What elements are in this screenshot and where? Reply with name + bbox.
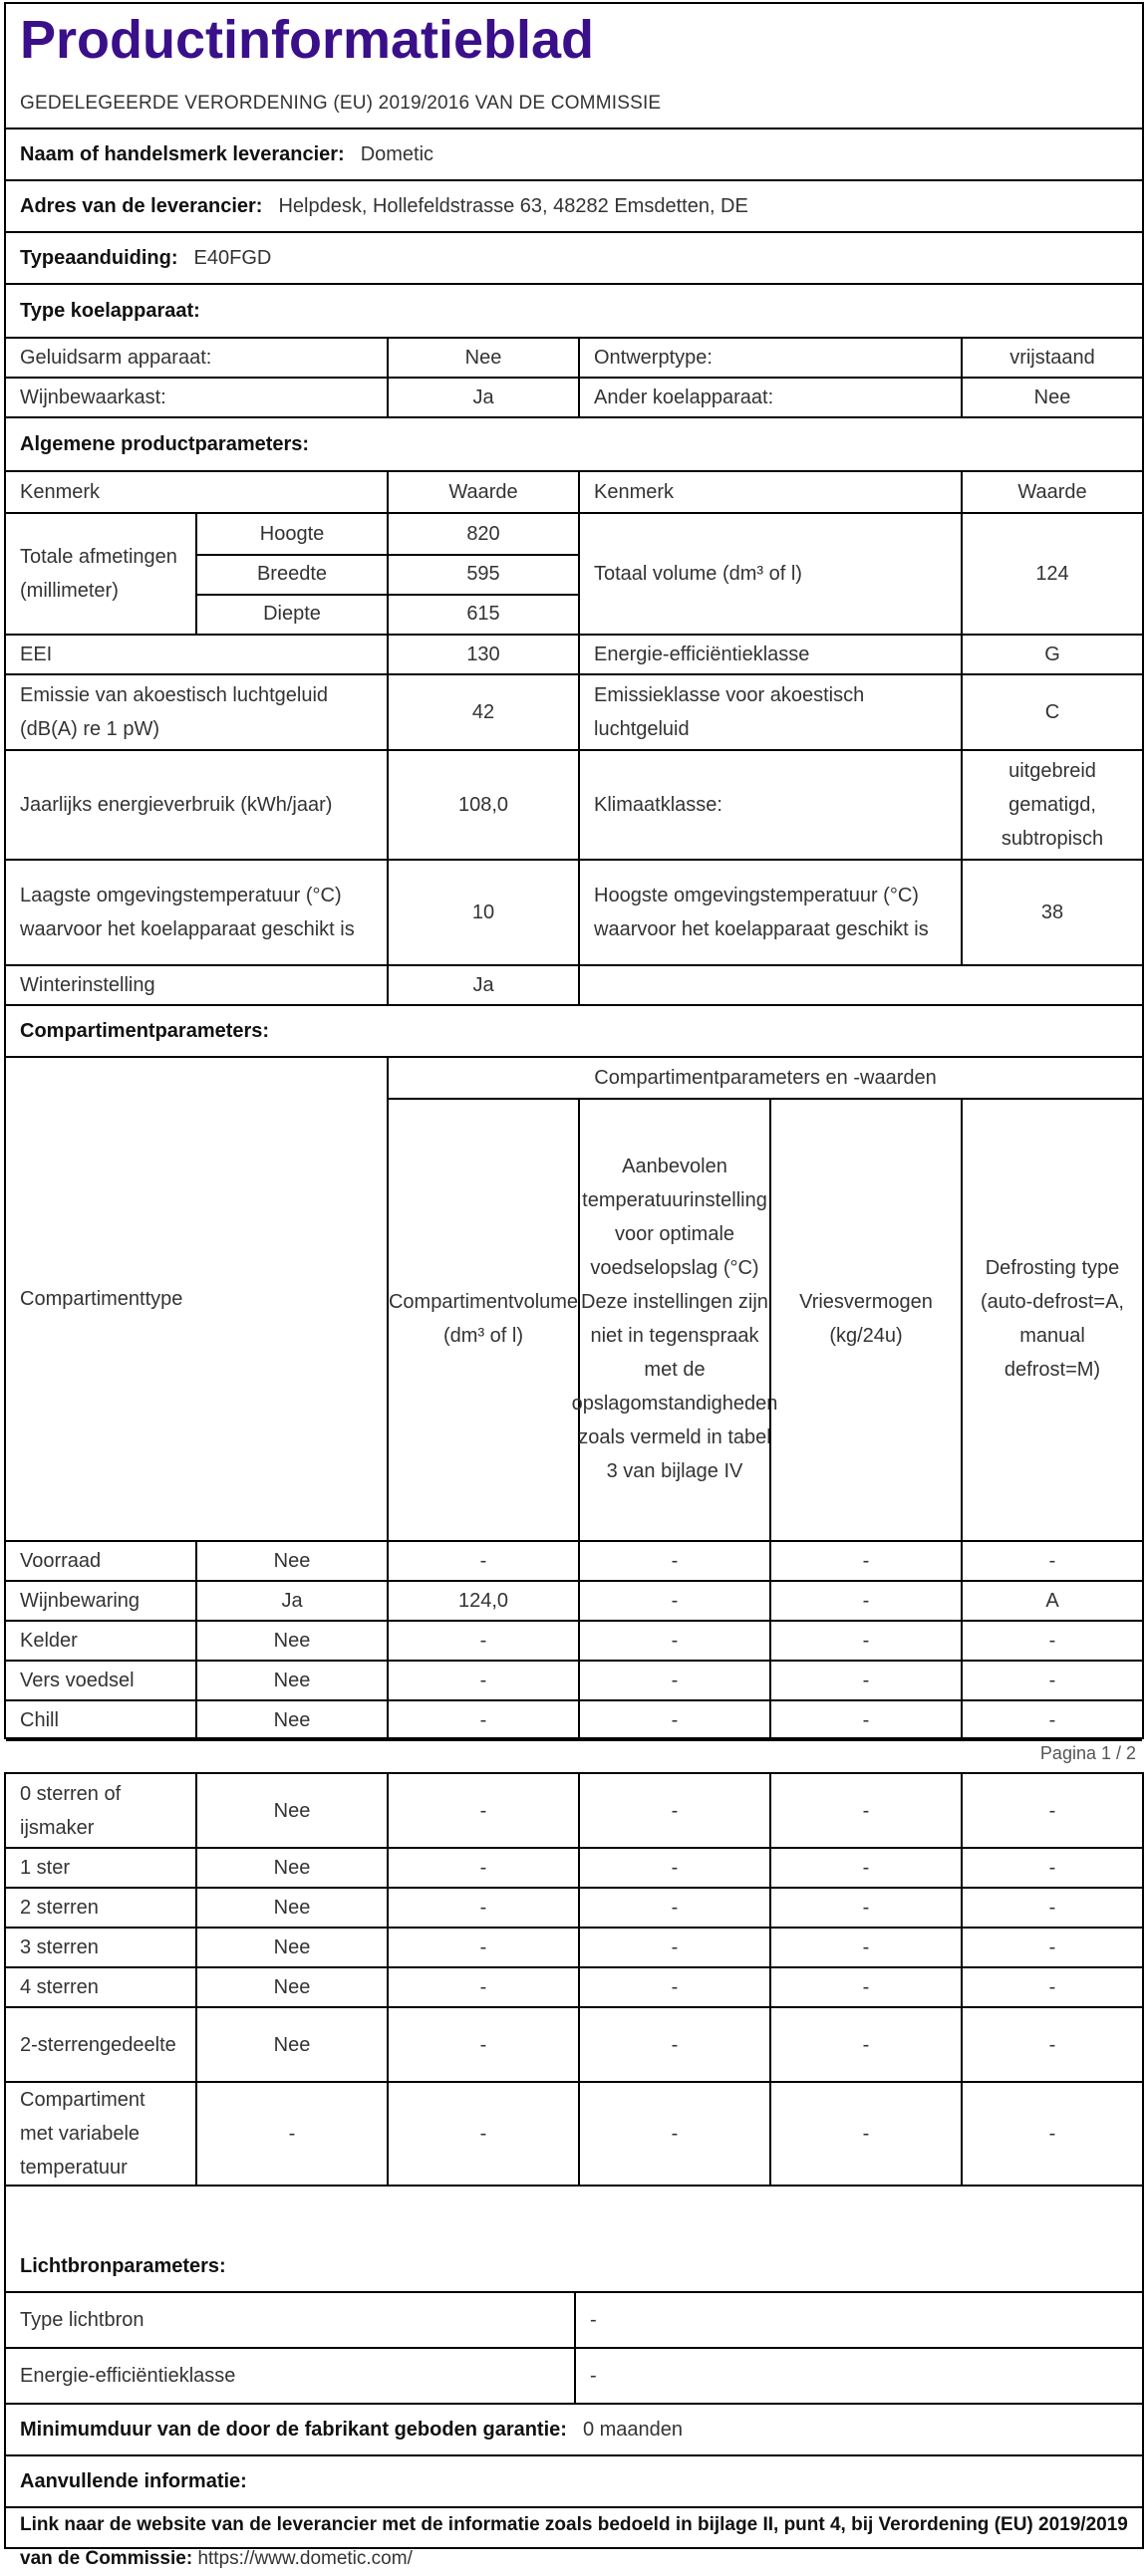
subtitle-row [6,80,1142,129]
compartment-volume: - [387,2083,578,2185]
compartment-freezing: - [769,1889,961,1927]
link-label: Link naar de website van de leverancier met de informatie zoals bedoeld in bijlage II, punt 4, bij Verordening (EU) 2019/2019 van de Commissie: [20,2514,1128,2569]
compartment-freezing: - [769,2008,961,2081]
appliance-type-row [6,339,1142,379]
compartment-volume: 124,0 [387,1582,578,1620]
compartment-type: 4 sterren [20,1976,99,1998]
model-label: Typeaanduiding: [20,247,178,269]
col-freezing-capacity: Vriesvermogen (kg/24u) [769,1098,961,1540]
width-value: 595 [387,554,578,594]
col-value-header: Waarde [387,472,578,512]
compartment-volume: - [387,1774,578,1847]
eei-label: EEI [20,644,53,665]
col-defrost-type: Defrosting type (auto-defrost=A, manual defrost=M) [961,1098,1142,1540]
compartment-freezing: - [769,1849,961,1887]
compartment-freezing: - [769,1968,961,2006]
design-type-label: Ontwerptype: [578,339,961,377]
winter-row [6,966,1142,1006]
page-2 [4,1772,1144,2569]
compartment-row [6,1622,1142,1662]
compartment-present: Nee [195,1968,387,2006]
link-row [6,2508,1142,2569]
light-class-value: - [574,2349,1142,2403]
compartment-volume: - [387,2008,578,2081]
compartment-freezing: - [769,1542,961,1580]
light-heading-row [6,2241,1142,2293]
noise-row [6,675,1142,751]
compartment-temp: - [578,1774,769,1847]
compartment-defrost: - [961,2083,1142,2185]
compartment-temp: - [578,1542,769,1580]
compartment-type: 3 sterren [20,1936,99,1958]
compartment-row [6,1542,1142,1582]
total-volume-label: Totaal volume (dm³ of l) [578,514,961,634]
climate-class-label: Klimaatklasse: [578,751,961,859]
appliance-type-heading: Type koelapparaat: [20,300,200,322]
design-type-value: vrijstaand [961,339,1142,377]
supplier-address-row [6,181,1142,233]
climate-class-value: uitgebreid gematigd, subtropisch [961,751,1142,859]
compartment-present: Nee [195,1889,387,1927]
dimensions-label: Totale afmetingen (millimeter) [20,546,177,602]
compartment-volume: - [387,1701,578,1739]
model-row [6,233,1142,285]
compartment-type: 1 ster [20,1857,71,1879]
compartment-freezing: - [769,1582,961,1620]
depth-label: Diepte [195,594,387,634]
eei-row [6,636,1142,675]
col-compartment-type: Compartimenttype [20,1288,183,1310]
compartment-defrost: - [961,1622,1142,1660]
compartment-type: Chill [20,1709,59,1731]
compartment-defrost: A [961,1582,1142,1620]
min-temp-label: Laagste omgevingstemperatuur (°C) waarvoor het koelapparaat geschikt is [20,885,355,940]
compartment-volume: - [387,1968,578,2006]
light-type-label: Type lichtbron [20,2309,144,2331]
supplier-name-value: Dometic [360,143,434,165]
supplier-address-label: Adres van de leverancier: [20,195,263,217]
depth-value: 615 [387,594,578,634]
energy-class-label: Energie-efficiëntieklasse [578,636,961,673]
compartment-defrost: - [961,2008,1142,2081]
max-temp-value: 38 [961,861,1142,964]
compartment-volume: - [387,1889,578,1927]
height-label: Hoogte [195,514,387,554]
compartment-freezing: - [769,1662,961,1699]
compartment-volume: - [387,1542,578,1580]
additional-info-label: Aanvullende informatie: [20,2470,247,2492]
appliance-type-row [6,379,1142,418]
compartment-freezing: - [769,2083,961,2185]
compartment-present: Nee [195,1622,387,1660]
compartment-defrost: - [961,1662,1142,1699]
title-row [6,4,1142,80]
warranty-value: 0 maanden [582,2419,684,2441]
compartment-freezing: - [769,1774,961,1847]
dimensions-row [6,514,1142,636]
compartment-defrost: - [961,1929,1142,1966]
col-compartment-volume: Compartimentvolume (dm³ of l) [387,1098,578,1540]
temperature-row [6,861,1142,966]
compartment-defrost: - [961,1849,1142,1887]
compartment-row [6,1701,1142,1741]
consumption-value: 108,0 [387,751,578,859]
winter-label: Winterinstelling [20,974,155,996]
general-heading-row [6,418,1142,472]
appliance-type-heading-row [6,285,1142,339]
compartment-row [6,1662,1142,1701]
compartment-volume: - [387,1929,578,1966]
noise-value: 42 [387,675,578,749]
compartment-defrost: - [961,1968,1142,2006]
compartment-present: Nee [195,1929,387,1966]
total-volume-value: 124 [961,514,1142,634]
compartment-temp: - [578,1889,769,1927]
compartment-present: Nee [195,1662,387,1699]
compartment-volume: - [387,1622,578,1660]
supplier-website-link[interactable]: https://www.dometic.com/ [197,2548,413,2569]
eei-value: 130 [387,636,578,673]
compartment-defrost: - [961,1542,1142,1580]
compartment-type: Wijnbewaring [20,1590,141,1612]
light-heading: Lichtbronparameters: [20,2255,226,2277]
compartment-type: Voorraad [20,1550,102,1572]
warranty-label: Minimumduur van de door de fabrikant geboden garantie: [20,2419,567,2441]
compartment-row [6,1849,1142,1889]
compartment-defrost: - [961,1701,1142,1739]
width-label: Breedte [195,554,387,594]
compartment-temp: - [578,1968,769,2006]
noise-class-label: Emissieklasse voor akoestisch luchtgeluid [578,675,961,749]
light-type-row [6,2293,1142,2349]
compartment-volume: - [387,1849,578,1887]
compartment-row [6,2008,1142,2083]
other-appliance-value: Nee [961,379,1142,416]
noise-class-value: C [961,675,1142,749]
wine-cabinet-value: Ja [387,379,578,416]
energy-class-value: G [961,636,1142,673]
compartment-temp: - [578,1701,769,1739]
compartment-temp: - [578,1849,769,1887]
compartment-present: Nee [195,1849,387,1887]
low-noise-label: Geluidsarm apparaat: [20,347,212,369]
compartment-temp: - [578,2083,769,2185]
supplier-address-value: Helpdesk, Hollefeldstrasse 63, 48282 Emsdetten, DE [278,195,748,217]
compartment-temp: - [578,1929,769,1966]
consumption-row [6,751,1142,861]
compartment-temp: - [578,1662,769,1699]
compartment-type: Compartiment met variabele temperatuur [20,2089,145,2179]
compartment-heading: Compartimentparameters: [20,1020,270,1042]
wine-cabinet-label: Wijnbewaarkast: [20,386,166,408]
noise-label: Emissie van akoestisch luchtgeluid (dB(A) re 1 pW) [20,684,329,740]
compartment-group-header: Compartimentparameters en -waarden [387,1058,1142,1098]
col-characteristic-header: Kenmerk [578,472,961,512]
general-heading: Algemene productparameters: [20,433,310,455]
compartment-row [6,2083,1142,2187]
warranty-row [6,2405,1142,2456]
compartment-type: 0 sterren of ijsmaker [20,1782,122,1839]
page-title: Productinformatieblad [20,10,595,70]
light-type-value: - [574,2293,1142,2347]
compartment-freezing: - [769,1929,961,1966]
max-temp-label: Hoogste omgevingstemperatuur (°C) waarvoor het koelapparaat geschikt is [578,861,961,964]
compartment-defrost: - [961,1889,1142,1927]
compartment-present: Nee [195,1701,387,1739]
height-value: 820 [387,514,578,554]
compartment-row [6,1889,1142,1929]
col-value-header: Waarde [961,472,1142,512]
page-number: Pagina 1 / 2 [1039,1743,1136,1763]
additional-info-row [6,2456,1142,2508]
compartment-type: 2-sterrengedeelte [20,2033,176,2056]
light-class-label: Energie-efficiëntieklasse [20,2365,236,2387]
other-appliance-label: Ander koelapparaat: [578,379,961,416]
compartment-freezing: - [769,1622,961,1660]
compartment-type: Kelder [20,1630,78,1652]
compartment-row [6,1968,1142,2008]
compartment-temp: - [578,1622,769,1660]
compartment-present: Nee [195,2008,387,2081]
page-1 [4,2,1144,1739]
regulation-subtitle: GEDELEGEERDE VERORDENING (EU) 2019/2016 VAN DE COMMISSIE [20,93,662,114]
compartment-type: Vers voedsel [20,1670,135,1691]
light-class-row [6,2349,1142,2405]
compartment-heading-row [6,1006,1142,1058]
compartment-present: - [195,2083,387,2185]
compartment-row [6,1582,1142,1622]
winter-value: Ja [387,966,578,1004]
supplier-name-label: Naam of handelsmerk leverancier: [20,143,345,165]
compartment-temp: - [578,2008,769,2081]
compartment-row [6,1929,1142,1968]
compartment-type: 2 sterren [20,1897,99,1919]
col-characteristic-header: Kenmerk [20,481,101,503]
compartment-header-row [6,1058,1142,1542]
supplier-name-row [6,129,1142,181]
min-temp-value: 10 [387,861,578,964]
low-noise-value: Nee [387,339,578,377]
consumption-label: Jaarlijks energieverbruik (kWh/jaar) [20,794,333,816]
compartment-freezing: - [769,1701,961,1739]
compartment-defrost: - [961,1774,1142,1847]
compartment-present: Nee [195,1774,387,1847]
compartment-present: Nee [195,1542,387,1580]
compartment-temp: - [578,1582,769,1620]
compartment-present: Ja [195,1582,387,1620]
compartment-volume: - [387,1662,578,1699]
general-header-row [6,472,1142,514]
compartment-row [6,1774,1142,1849]
col-recommended-temp: Aanbevolen temperatuurinstelling voor optimale voedselopslag (°C) Deze instellingen zijn niet in tegenspraak met de opslagomstandigheden zoals vermeld in tabel 3 van bijlage IV [578,1098,769,1540]
model-value: E40FGD [193,247,272,269]
